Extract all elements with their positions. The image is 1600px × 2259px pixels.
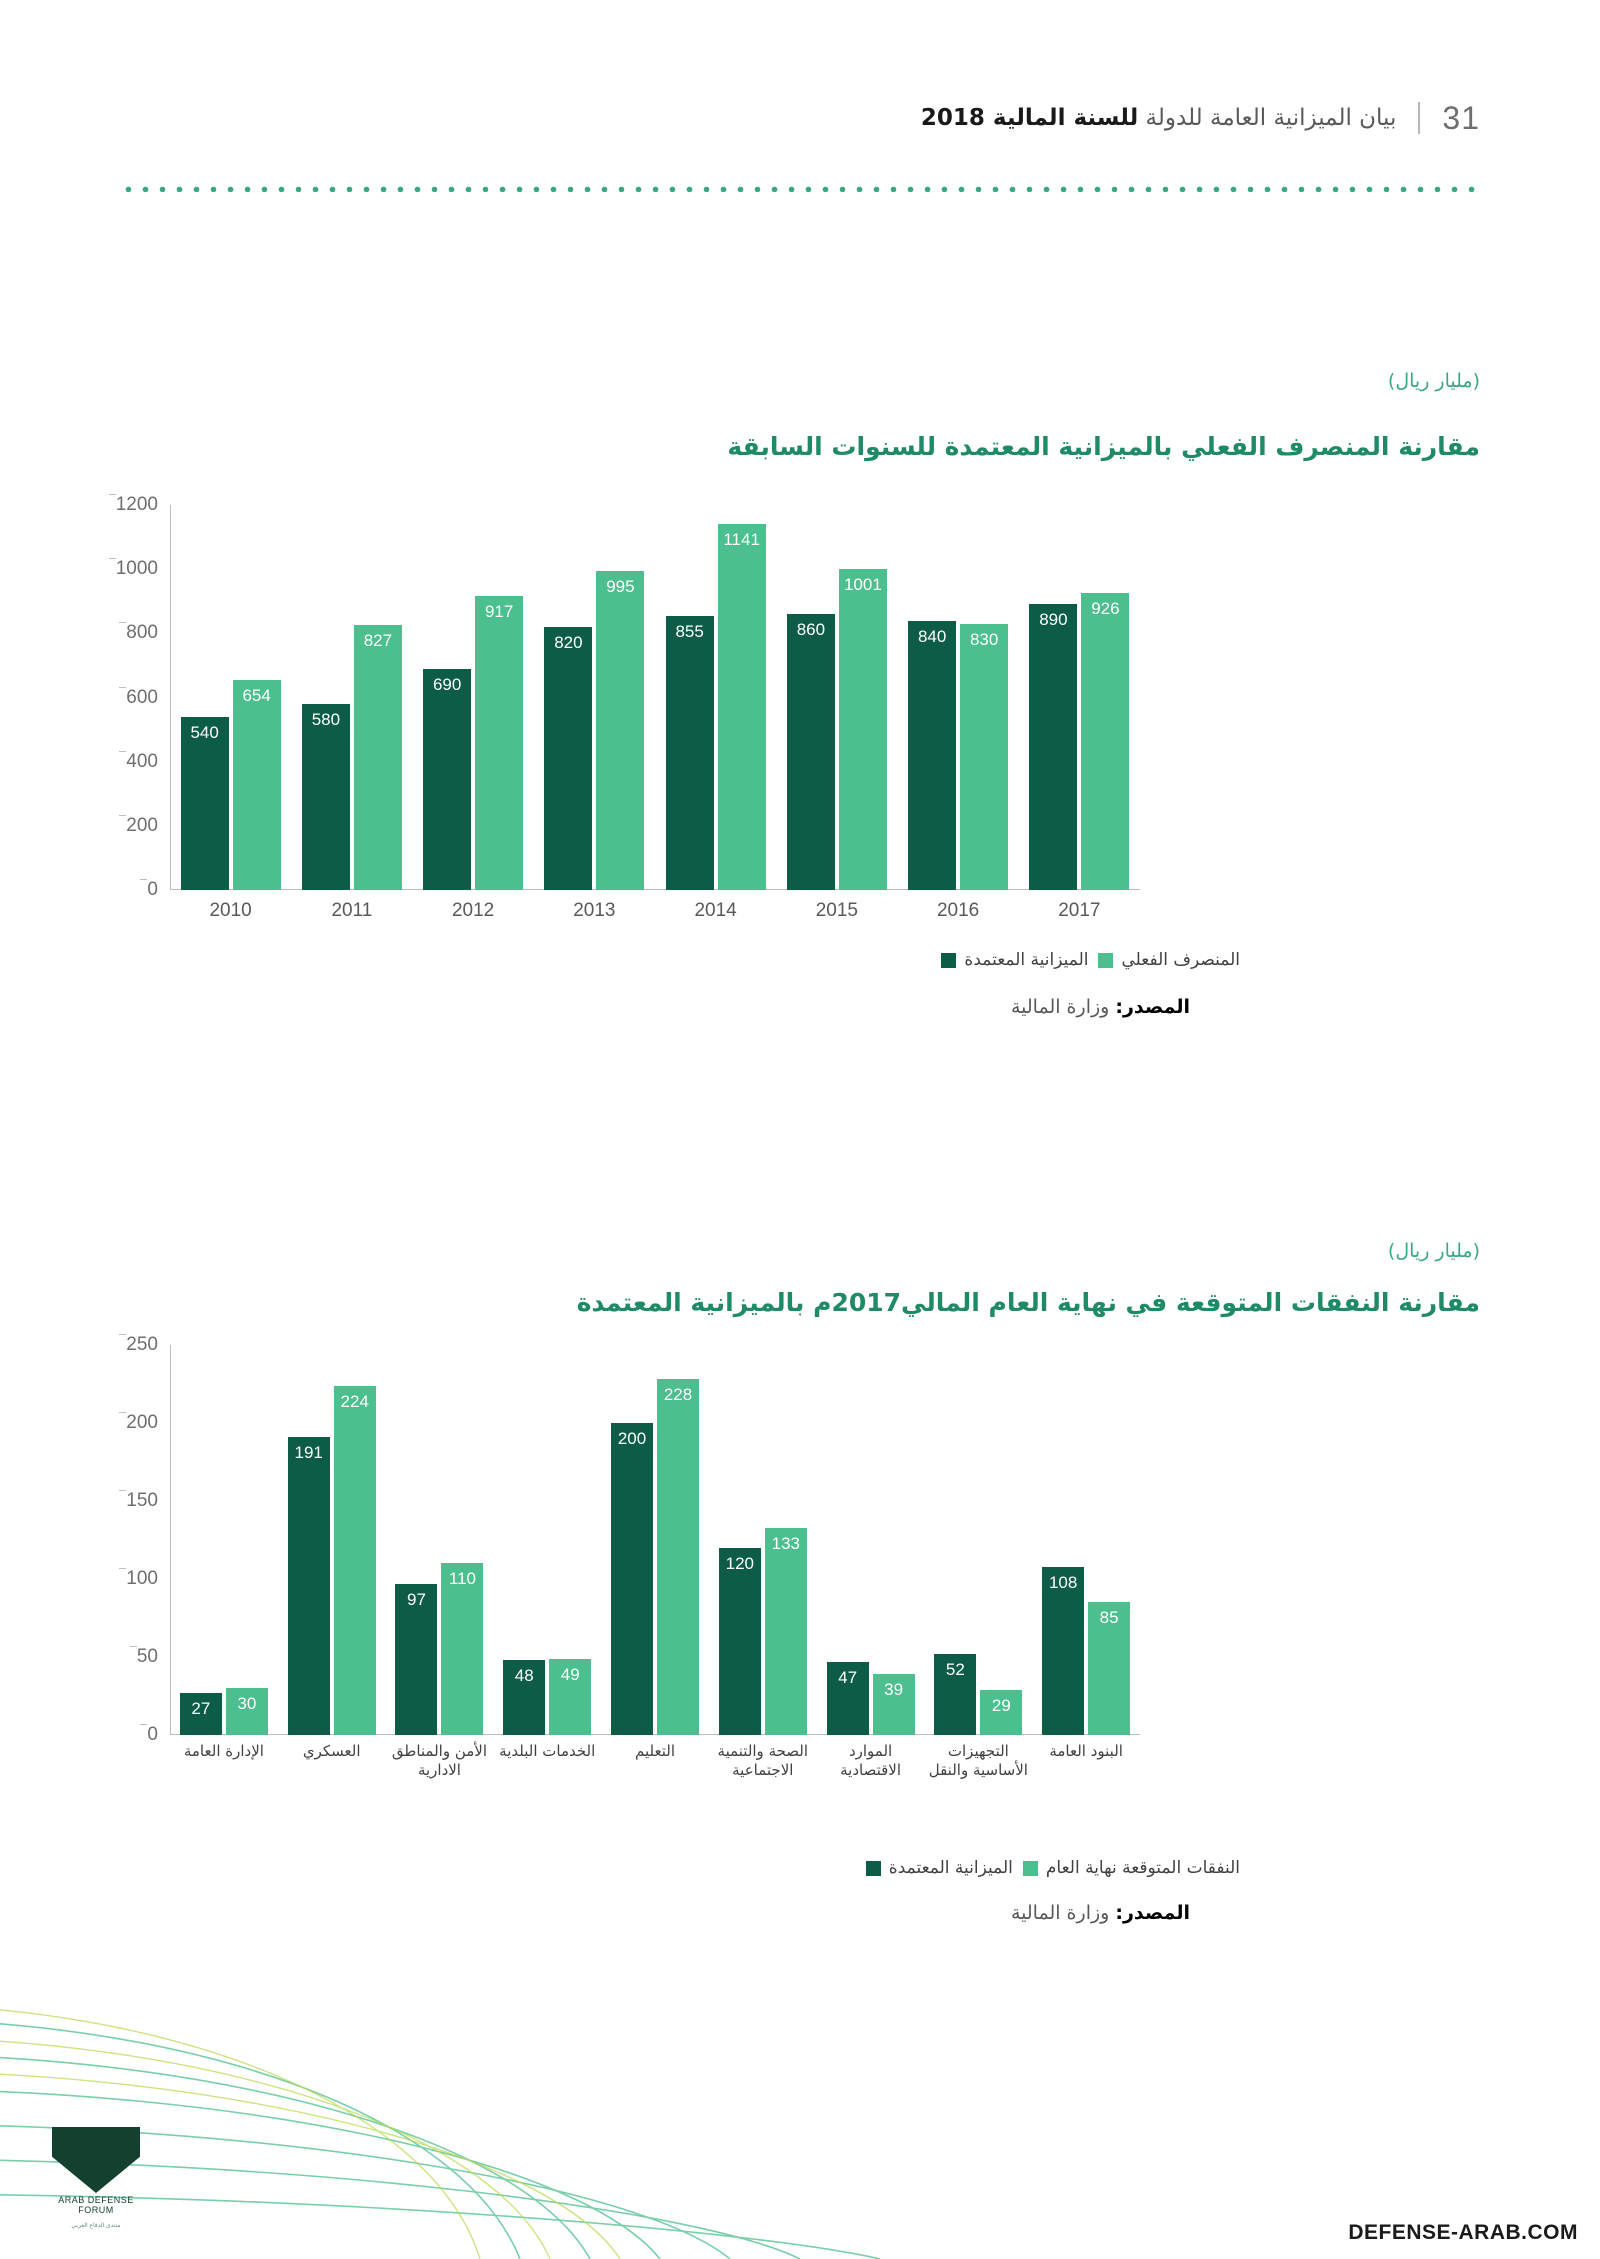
- chart-1-unit-label: (مليار ريال): [1387, 370, 1480, 392]
- bar-group: [386, 1345, 494, 1735]
- legend-item: [1098, 950, 1240, 970]
- bar-value-label: 855: [675, 621, 704, 641]
- bar-value-label: 30: [237, 1694, 257, 1714]
- x-tick-label: الخدمات البلدية: [499, 1742, 596, 1760]
- legend-swatch: [1023, 1861, 1038, 1876]
- x-tick-label: 2016: [936, 900, 980, 921]
- chart-2-source: [1011, 1902, 1190, 1924]
- y-tick-label: 0: [147, 1724, 170, 1746]
- bar-group: [601, 1345, 709, 1735]
- y-tick-mark: [109, 494, 116, 495]
- bar-value-label: 52: [945, 1659, 965, 1679]
- bar-value-label: 820: [554, 632, 583, 652]
- legend-item: [1023, 1858, 1240, 1878]
- x-tick-label: 2015: [815, 900, 859, 921]
- bar: [908, 621, 956, 891]
- y-tick-label: 50: [137, 1646, 170, 1668]
- x-tick-label: 2012: [451, 900, 495, 921]
- chart-2-source-value: وزارة المالية: [1010, 1902, 1110, 1924]
- x-tick-label: 2017: [1058, 900, 1101, 921]
- bar: [226, 1688, 268, 1735]
- bar: [354, 625, 402, 890]
- bar: [839, 569, 887, 890]
- bar: [765, 1528, 807, 1735]
- bar: [288, 1437, 330, 1735]
- watermark: DEFENSE-ARAB.COM: [1348, 2221, 1578, 2244]
- chart-1-source-label: المصدر:: [1115, 996, 1190, 1018]
- legend-item: [866, 1858, 1013, 1878]
- legend-label: الميزانية المعتمدة: [888, 1858, 1013, 1878]
- bar-group: [278, 1345, 386, 1735]
- bar: [719, 1548, 761, 1735]
- chart-2-title: مقارنة النفقات المتوقعة في نهاية العام المالي2017م بالميزانية المعتمدة: [576, 1288, 1480, 1317]
- bar-group: [924, 1345, 1032, 1735]
- chart-2-plot-area: [126, 1334, 1140, 1745]
- bar-value-label: 49: [560, 1664, 580, 1684]
- legend-label: الميزانية المعتمدة: [964, 950, 1089, 970]
- x-tick-label: 2011: [331, 900, 373, 921]
- bar-value-label: 580: [311, 709, 341, 729]
- x-tick-label: الموارد الاقتصادية: [840, 1742, 902, 1779]
- x-tick-label: الأمن والمناطق الادارية: [391, 1742, 488, 1779]
- y-tick-mark: [119, 815, 126, 816]
- bar-value-label: 27: [191, 1698, 211, 1718]
- y-tick-mark: [119, 751, 126, 752]
- bar-value-label: 85: [1099, 1608, 1119, 1628]
- y-tick-mark: [119, 1412, 126, 1413]
- legend-swatch: [941, 953, 956, 968]
- y-tick-label: 800: [126, 622, 170, 644]
- bar-value-label: 890: [1039, 610, 1068, 630]
- chart-2: [120, 1240, 1480, 1960]
- footer-decoration: [0, 1959, 1100, 2259]
- y-tick-label: 200: [126, 815, 170, 837]
- bar-group: [291, 505, 412, 890]
- page-number: 31: [1418, 102, 1480, 134]
- y-tick-label: 1000: [116, 558, 170, 580]
- bar-value-label: 827: [363, 630, 393, 650]
- x-tick-label: البنود العامة: [1049, 1742, 1123, 1760]
- chart-1-plot-area: [115, 494, 1140, 900]
- bar-value-label: 97: [406, 1589, 426, 1609]
- chart-2-source-label: المصدر:: [1115, 1902, 1190, 1924]
- y-tick-mark: [119, 1334, 126, 1335]
- bar-value-label: 690: [432, 674, 462, 694]
- x-tick-label: التجهيزات الأساسية والنقل: [928, 1742, 1028, 1779]
- legend-label: النفقات المتوقعة نهاية العام: [1045, 1858, 1240, 1878]
- bar-value-label: 830: [969, 629, 999, 649]
- bar: [423, 669, 471, 890]
- bar-value-label: 133: [771, 1533, 800, 1553]
- bar: [1081, 593, 1129, 890]
- chart-1: [115, 370, 1480, 1040]
- bar: [657, 1379, 699, 1735]
- bar-value-label: 540: [190, 722, 219, 742]
- bar-group: [493, 1345, 601, 1735]
- bar-value-label: 1141: [723, 529, 760, 549]
- y-tick-mark: [130, 1646, 137, 1647]
- bar: [180, 1693, 222, 1735]
- bar: [718, 524, 766, 890]
- y-tick-mark: [140, 1724, 147, 1725]
- bar: [475, 596, 523, 890]
- forum-emblem: [40, 2107, 160, 2237]
- emblem-subtext: منتدى الدفاع العربي: [71, 2223, 121, 2229]
- bar: [1088, 1602, 1130, 1735]
- bar-value-label: 860: [796, 620, 826, 640]
- bar-value-label: 108: [1048, 1572, 1078, 1592]
- bar-group: [534, 505, 655, 890]
- bar-value-label: 224: [340, 1391, 369, 1411]
- y-tick-mark: [109, 558, 116, 559]
- bar: [1042, 1567, 1084, 1735]
- bar-group: [170, 505, 291, 890]
- chart-2-legend: [866, 1858, 1240, 1878]
- header-title: [921, 105, 1397, 131]
- legend-swatch: [866, 1861, 881, 1876]
- bar-group: [1019, 505, 1140, 890]
- bar-group: [776, 505, 897, 890]
- chart-1-source: [1011, 996, 1190, 1018]
- y-tick-mark: [119, 622, 126, 623]
- header-title-bold: للسنة المالية 2018: [920, 105, 1139, 131]
- x-tick-label: 2013: [573, 900, 616, 921]
- bar: [666, 616, 714, 890]
- bar-value-label: 926: [1091, 598, 1120, 618]
- y-tick-label: 600: [126, 687, 170, 709]
- bar: [960, 624, 1008, 890]
- bar-group: [413, 505, 534, 890]
- bar-value-label: 191: [294, 1443, 323, 1463]
- bar-value-label: 1001: [843, 574, 882, 594]
- bar-value-label: 840: [917, 626, 947, 646]
- bar-value-label: 995: [606, 576, 635, 596]
- bar: [596, 571, 644, 890]
- y-tick-label: 0: [147, 879, 170, 901]
- shield-icon: [52, 2127, 140, 2193]
- bar: [934, 1654, 976, 1735]
- bar-value-label: 228: [663, 1385, 693, 1405]
- emblem-text: ARAB DEFENSE FORUM: [58, 2195, 134, 2215]
- chart-2-x-tick-labels: [170, 1742, 1140, 1780]
- bar: [1029, 604, 1077, 890]
- chart-1-legend: [941, 950, 1240, 970]
- y-tick-mark: [140, 879, 147, 880]
- bar: [544, 627, 592, 890]
- page-header: [120, 88, 1480, 148]
- y-tick-label: 250: [126, 1334, 170, 1356]
- header-title-plain: بيان الميزانية العامة للدولة: [1138, 105, 1397, 131]
- x-tick-label: الإدارة العامة: [183, 1742, 264, 1760]
- header-dotted-divider: [120, 186, 1480, 192]
- y-tick-label: 400: [126, 751, 170, 773]
- x-tick-label: العسكري: [302, 1742, 361, 1760]
- bar: [302, 704, 350, 890]
- bar-value-label: 29: [991, 1695, 1011, 1715]
- bar-value-label: 110: [448, 1569, 477, 1589]
- bar: [873, 1674, 915, 1735]
- bar: [503, 1660, 545, 1735]
- bar-group: [898, 505, 1019, 890]
- legend-label: المنصرف الفعلي: [1121, 950, 1240, 970]
- x-tick-label: الصحة والتنمية الاجتماعية: [717, 1742, 809, 1779]
- bar-value-label: 120: [725, 1553, 754, 1573]
- bar-value-label: 47: [838, 1667, 858, 1687]
- bar: [233, 680, 281, 890]
- bar: [334, 1386, 376, 1735]
- bar-value-label: 917: [484, 601, 514, 621]
- legend-swatch: [1098, 953, 1113, 968]
- footer-swoosh-graphic: [0, 1959, 1100, 2259]
- chart-1-bars: [170, 505, 1140, 890]
- y-tick-mark: [119, 687, 126, 688]
- x-tick-label: 2014: [694, 900, 737, 921]
- bar: [549, 1659, 591, 1735]
- bar: [827, 1662, 869, 1735]
- bar: [395, 1584, 437, 1735]
- bar-value-label: 654: [242, 686, 271, 706]
- bar-group: [817, 1345, 925, 1735]
- bar: [181, 717, 229, 890]
- chart-2-unit-label: (مليار ريال): [1387, 1240, 1480, 1262]
- x-tick-label: التعليم: [635, 1742, 675, 1760]
- bar: [611, 1423, 653, 1735]
- y-tick-mark: [119, 1568, 126, 1569]
- chart-1-x-tick-labels: [170, 900, 1140, 922]
- y-tick-mark: [119, 1490, 126, 1491]
- y-tick-label: 1200: [116, 494, 170, 516]
- chart-1-source-value: وزارة المالية: [1010, 996, 1110, 1018]
- bar-value-label: 200: [617, 1429, 647, 1448]
- bar-group: [655, 505, 776, 890]
- y-tick-label: 200: [126, 1412, 170, 1434]
- y-tick-label: 100: [126, 1568, 170, 1590]
- legend-item: [941, 950, 1088, 970]
- bar: [787, 614, 835, 890]
- bar-value-label: 39: [884, 1680, 904, 1700]
- y-tick-label: 150: [126, 1490, 170, 1512]
- bar: [441, 1563, 483, 1735]
- x-tick-label: 2010: [209, 900, 252, 921]
- bar-group: [1032, 1345, 1140, 1735]
- bar-group: [170, 1345, 278, 1735]
- chart-2-bars: [170, 1345, 1140, 1735]
- bar-group: [709, 1345, 817, 1735]
- bar: [980, 1690, 1022, 1735]
- bar-value-label: 48: [514, 1666, 534, 1686]
- chart-1-title: مقارنة المنصرف الفعلي بالميزانية المعتمدة للسنوات السابقة: [727, 432, 1480, 461]
